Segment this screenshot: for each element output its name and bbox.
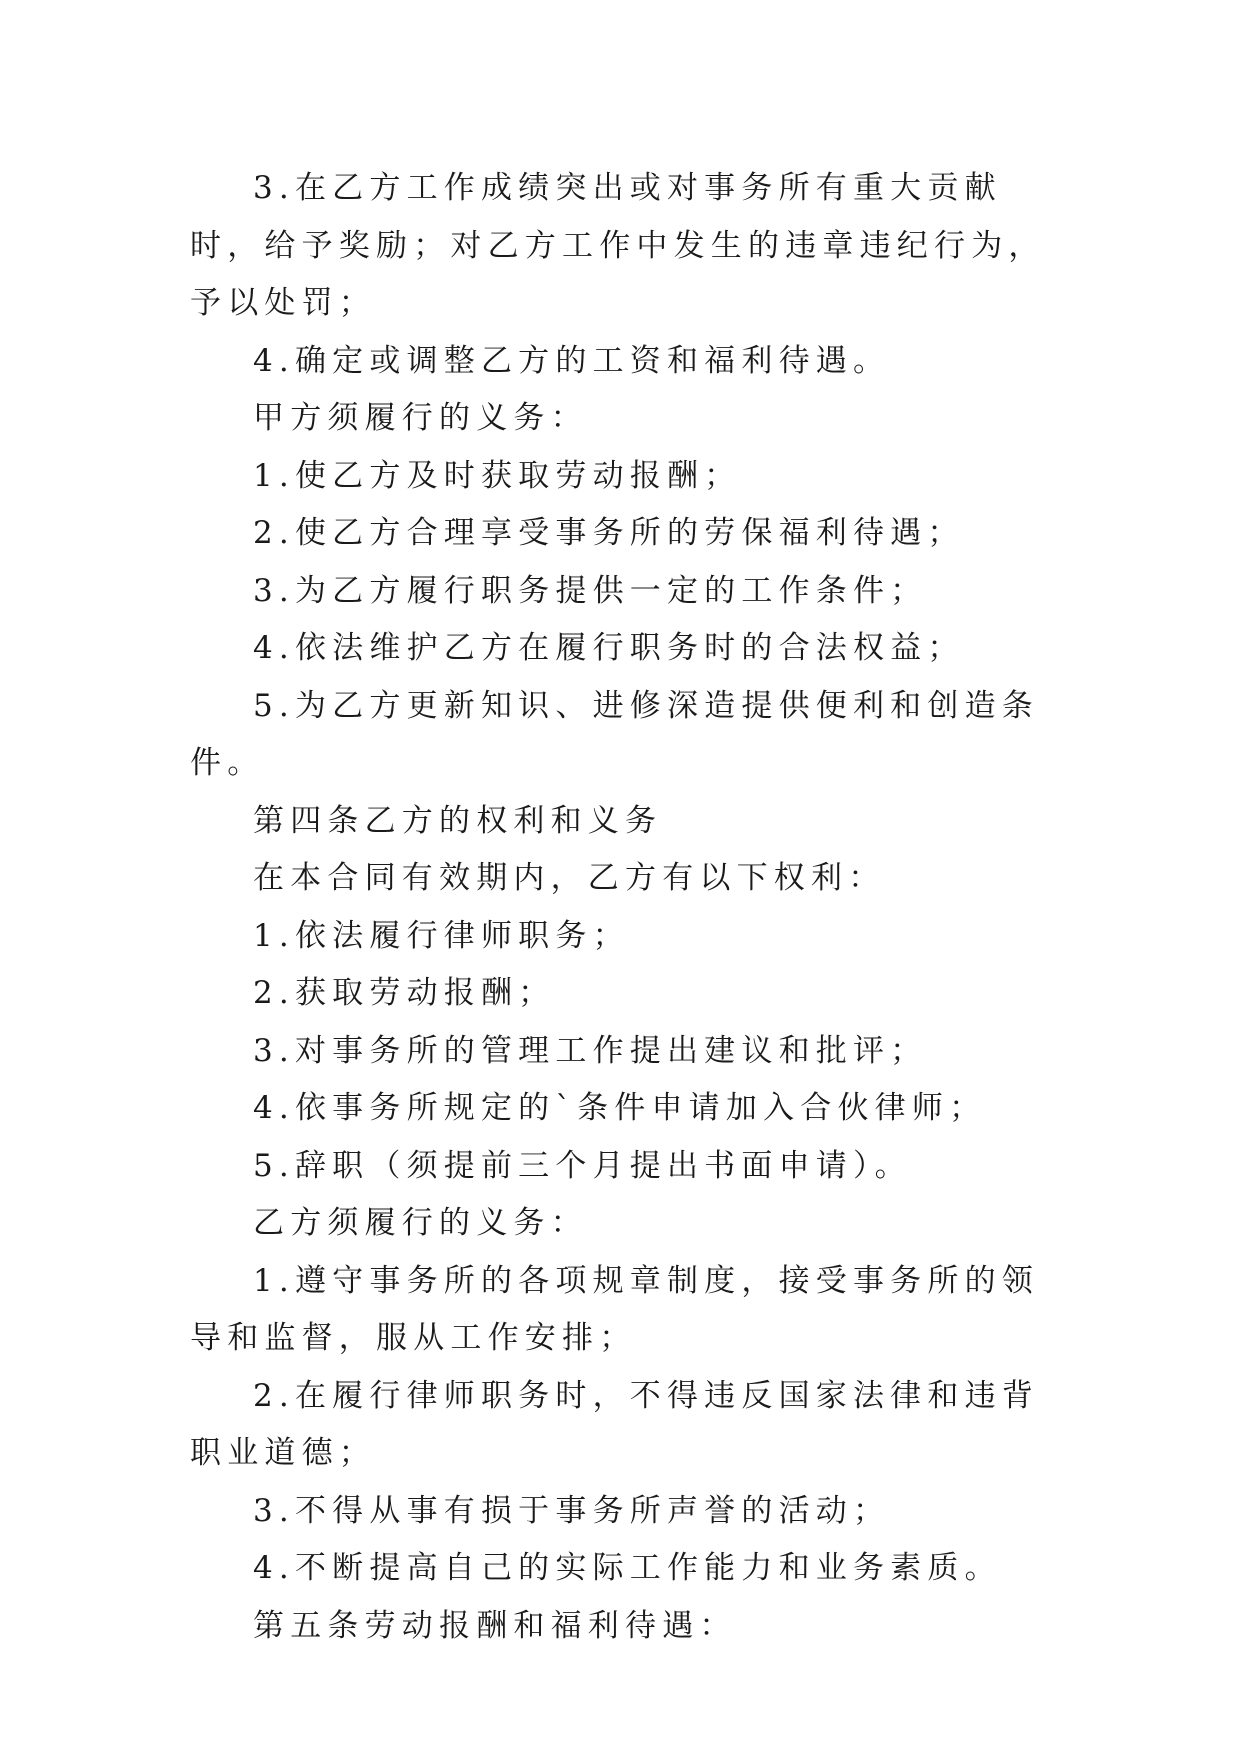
paragraph-a-duty-2: 2.使乙方合理享受事务所的劳保福利待遇； — [253, 515, 965, 551]
paragraph-a-duty-3: 3.为乙方履行职务提供一定的工作条件； — [253, 572, 928, 609]
section-heading-article-4: 第四条乙方的权利和义务 — [253, 802, 663, 839]
paragraph-b-right-1: 1.依法履行律师职务； — [253, 917, 630, 954]
section-heading-article-5: 第五条劳动报酬和福利待遇： — [253, 1607, 737, 1644]
paragraph-b-right-3: 3.对事务所的管理工作提出建议和批评； — [253, 1032, 928, 1069]
paragraph-salary-adjust: 4.确定或调整乙方的工资和福利待遇。 — [253, 342, 891, 379]
document-body — [190, 160, 1060, 1655]
paragraph-b-right-2: 2.获取劳动报酬； — [253, 975, 556, 1011]
paragraph-reward-penalty: 3.在乙方工作成绩突出或对事务所有重大贡献时，给予奖励；对乙方工作中发生的违章违纪行为，予以处罚； — [190, 170, 1046, 321]
paragraph-b-duty-2: 2.在履行律师职务时，不得违反国家法律和违背职业道德； — [190, 1377, 1039, 1471]
paragraph-b-duty-3: 3.不得从事有损于事务所声誉的活动； — [253, 1492, 891, 1529]
paragraph-b-duty-4: 4.不断提高自己的实际工作能力和业务素质。 — [253, 1550, 1002, 1586]
paragraph-a-duty-1: 1.使乙方及时获取劳动报酬； — [253, 457, 742, 494]
paragraph-b-duty-1: 1.遵守事务所的各项规章制度，接受事务所的领导和监督，服从工作安排； — [190, 1262, 1039, 1356]
paragraph-party-b-duties-heading: 乙方须履行的义务： — [253, 1205, 588, 1241]
paragraph-a-duty-4: 4.依法维护乙方在履行职务时的合法权益； — [253, 630, 965, 666]
paragraph-b-right-5: 5.辞职（须提前三个月提出书面申请）。 — [253, 1147, 912, 1184]
paragraph-b-right-4: 4.依事务所规定的`条件申请加入合伙律师； — [253, 1090, 987, 1126]
paragraph-party-b-rights-intro: 在本合同有效期内，乙方有以下权利： — [253, 860, 886, 896]
paragraph-party-a-duties-heading: 甲方须履行的义务： — [253, 400, 588, 436]
paragraph-a-duty-5: 5.为乙方更新知识、进修深造提供便利和创造条件。 — [190, 687, 1039, 781]
